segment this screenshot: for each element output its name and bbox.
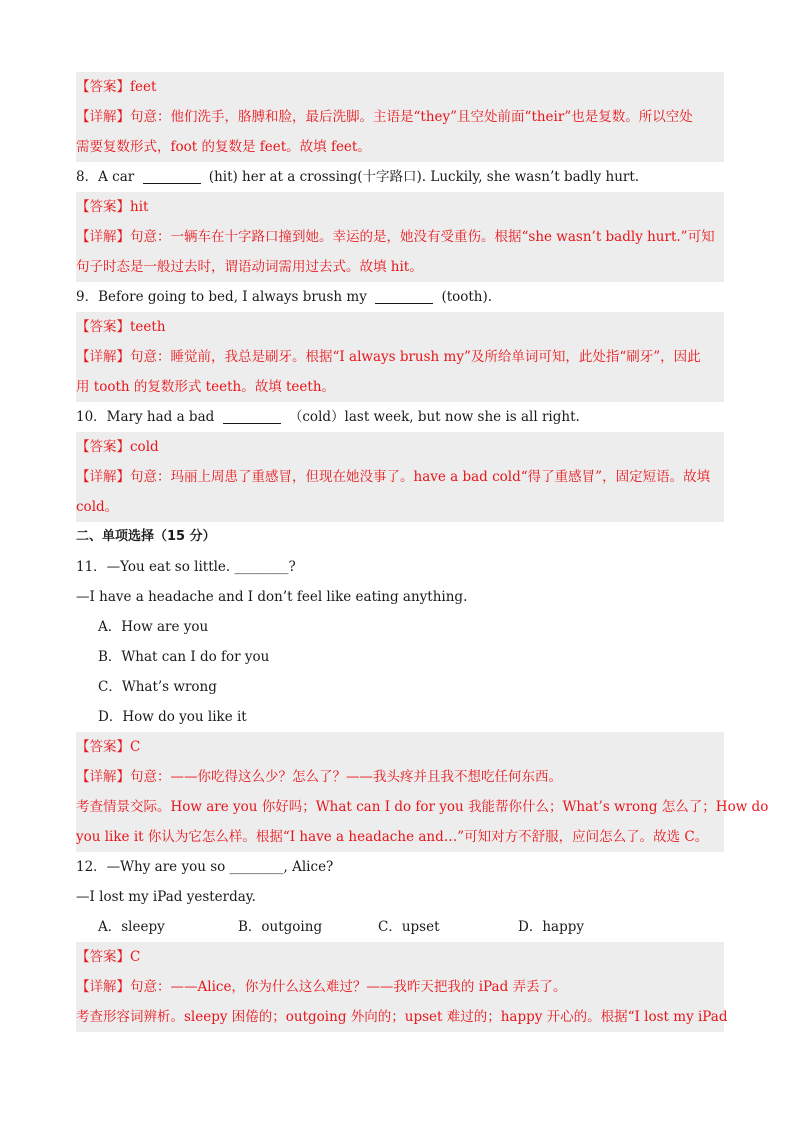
q12-option-d[interactable]: D．happy (518, 919, 584, 935)
q12-explain-line1: 【详解】句意：——Alice，你为什么这么难过？——我昨天把我的 iPad 弄丢了。 (76, 979, 567, 995)
q10-question (76, 402, 724, 432)
q11-answer-block (76, 732, 769, 852)
q9-pre: 9．Before going to bed, I always brush my (76, 289, 367, 305)
q12-answer-block (76, 942, 728, 1032)
q8-blank (143, 169, 201, 184)
document-content (76, 72, 769, 1032)
section-heading: 二、单项选择（15 分） (76, 529, 216, 544)
q9-post: (tooth). (441, 289, 493, 305)
q10-explain-line2: cold。 (76, 499, 119, 515)
q9-answer-block (76, 312, 724, 402)
q9-answer: 【答案】teeth (76, 319, 166, 335)
q11-answer: 【答案】C (76, 739, 141, 755)
q11-stem: 11．—You eat so little. ________? (76, 559, 296, 575)
q8-explain-line2: 句子时态是一般过去时，谓语动词需用过去式。故填 hit。 (76, 259, 423, 275)
q11-option-d[interactable]: D．How do you like it (98, 709, 247, 725)
q8-pre: 8．A car (76, 169, 135, 185)
q10-explain-line1: 【详解】句意：玛丽上周患了重感冒，但现在她没事了。have a bad cold“得了重感冒”，固定短语。故填 (76, 469, 711, 485)
q11-option-c[interactable]: C．What’s wrong (98, 679, 217, 695)
q12-reply: —I lost my iPad yesterday. (76, 889, 256, 905)
q10-blank (223, 409, 281, 424)
q11-explain-line2: 考查情景交际。How are you 你好吗；What can I do for you 我能帮你什么；What’s wrong 怎么了；How do (76, 799, 769, 815)
q7-explain-line2: 需要复数形式，foot 的复数是 feet。故填 feet。 (76, 139, 371, 155)
q7-answer: 【答案】feet (76, 79, 157, 95)
q7-explain-line1: 【详解】句意：他们洗手，胳膊和脸，最后洗脚。主语是“they”且空处前面“their”也是复数。所以空处 (76, 109, 693, 125)
q8-post: (hit) her at a crossing(十字路口). Luckily, she wasn’t badly hurt. (208, 169, 640, 185)
q10-pre: 10．Mary had a bad (76, 409, 215, 425)
q12-stem: 12．—Why are you so ________, Alice? (76, 859, 334, 875)
q12-option-b[interactable]: B．outgoing (238, 919, 323, 935)
q9-explain-line1: 【详解】句意：睡觉前，我总是刷牙。根据“I always brush my”及所给单词可知，此处指“刷牙”，因此 (76, 349, 701, 365)
q11-explain-line1: 【详解】句意：——你吃得这么少？怎么了？——我头疼并且我不想吃任何东西。 (76, 769, 562, 785)
q12-explain-line2: 考查形容词辨析。sleepy 困倦的；outgoing 外向的；upset 难过的；happy 开心的。根据“I lost my iPad (76, 1009, 728, 1025)
q10-answer: 【答案】cold (76, 439, 159, 455)
q11-option-a[interactable]: A．How are you (98, 619, 209, 635)
q10-post: （cold）last week, but now she is all right. (288, 409, 580, 425)
q11-reply: —I have a headache and I don’t feel like eating anything. (76, 589, 468, 605)
q11-explain-line3: you like it 你认为它怎么样。根据“I have a headache and…”可知对方不舒服，应问怎么了。故选 C。 (76, 829, 709, 845)
q12-answer: 【答案】C (76, 949, 141, 965)
q9-blank (375, 289, 433, 304)
q8-answer-block (76, 192, 724, 282)
q9-explain-line2: 用 tooth 的复数形式 teeth。故填 teeth。 (76, 379, 336, 395)
q11-option-b[interactable]: B．What can I do for you (98, 649, 270, 665)
q12-options-row (76, 912, 724, 942)
q10-answer-block (76, 432, 724, 522)
q9-question (76, 282, 724, 312)
q8-answer: 【答案】hit (76, 199, 149, 215)
q8-question (76, 162, 724, 192)
q8-explain-line1: 【详解】句意：一辆车在十字路口撞到她。幸运的是，她没有受重伤。根据“she wasn’t badly hurt.”可知 (76, 229, 715, 245)
q12-option-c[interactable]: C．upset (378, 919, 440, 935)
q7-answer-block (76, 72, 724, 162)
q12-option-a[interactable]: A．sleepy (98, 919, 165, 935)
